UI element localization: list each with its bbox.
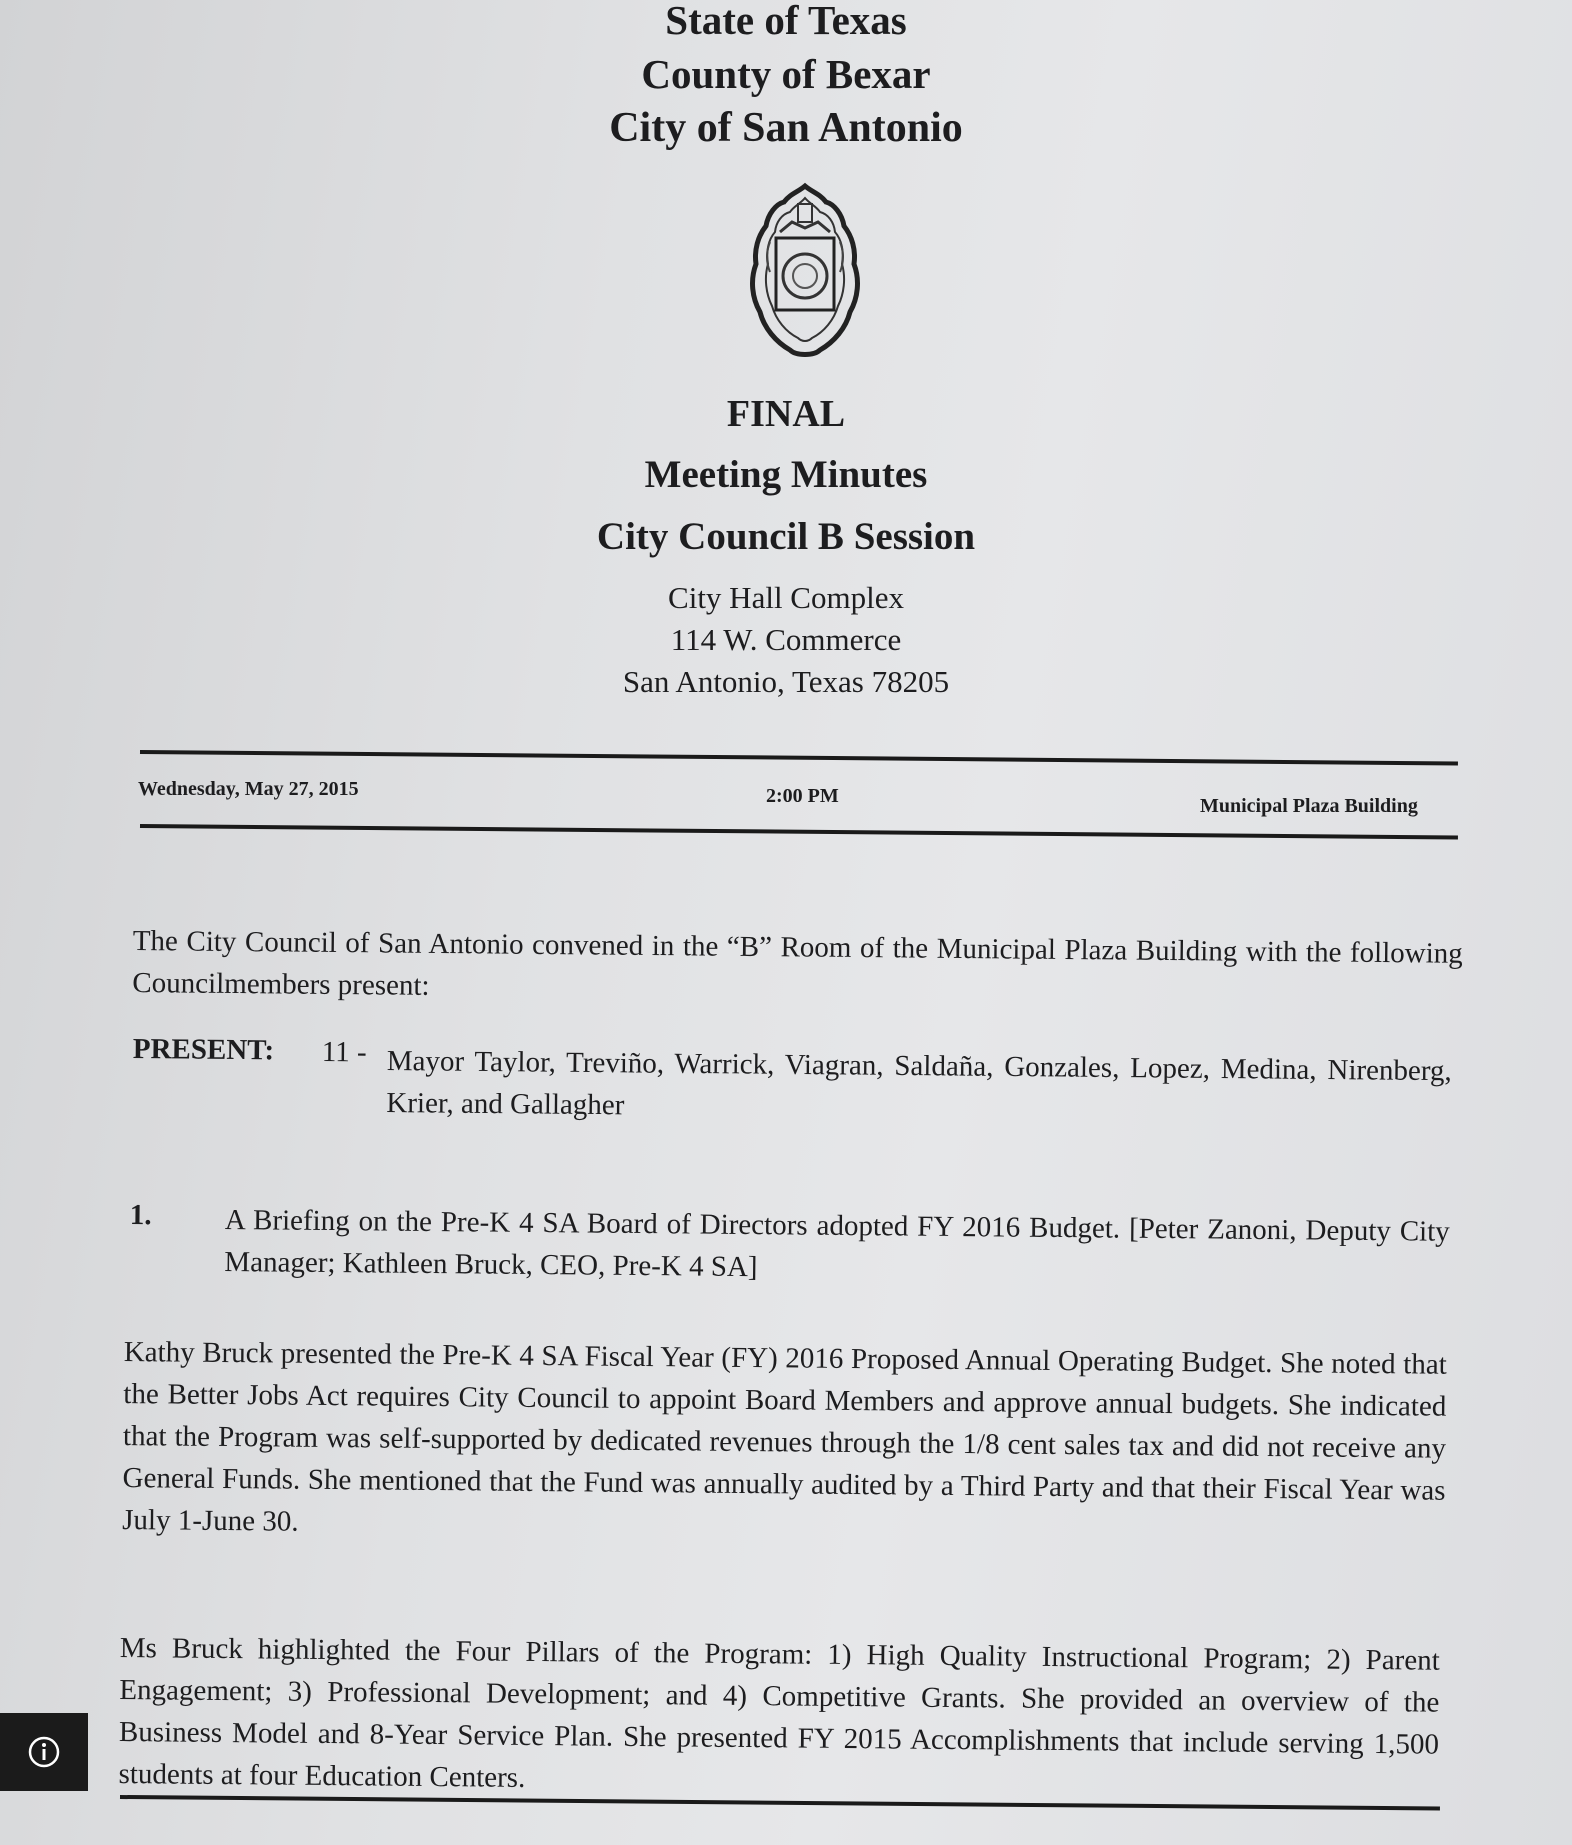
info-button[interactable] <box>0 1713 88 1791</box>
meeting-time: 2:00 PM <box>766 785 839 807</box>
address-line-3: San Antonio, Texas 78205 <box>622 664 950 699</box>
meeting-date: Wednesday, May 27, 2015 <box>138 778 359 800</box>
agenda-item-text: A Briefing on the Pre-K 4 SA Board of Directors adopted FY 2016 Budget. [Peter Zanoni, Deputy City Manager; Kathleen Bruck, CEO, Pre-K 4 SA] <box>224 1203 1450 1284</box>
header-city: City of San Antonio <box>609 105 963 151</box>
header-county: County of Bexar <box>641 51 931 97</box>
intro-paragraph: The City Council of San Antonio convened in the “B” Room of the Municipal Plaza Building with the following Councilmembers present: <box>132 924 1463 1002</box>
header-state: State of Texas <box>665 0 907 43</box>
present-members: Mayor Taylor, Treviño, Warrick, Viagran, Saldaña, Gonzales, Lopez, Medina, Nirenberg, Krier, and Gallagher <box>386 1044 1452 1122</box>
city-seal-icon <box>740 182 870 360</box>
info-icon <box>27 1735 61 1769</box>
present-label: PRESENT: <box>132 1033 275 1067</box>
meeting-location: Municipal Plaza Building <box>1200 795 1418 817</box>
address-line-2: 114 W. Commerce <box>670 622 902 657</box>
document-status: FINAL <box>726 393 846 435</box>
document-type: Meeting Minutes <box>644 453 928 496</box>
present-count: 11 - <box>321 1036 367 1069</box>
divider-bottom <box>140 824 1458 840</box>
divider-top <box>140 750 1458 766</box>
session-title: City Council B Session <box>596 515 976 558</box>
body-paragraph-1: Kathy Bruck presented the Pre-K 4 SA Fiscal Year (FY) 2016 Proposed Annual Operating Budget. She noted that the Better Jobs Act requires City Council to appoint Board Members and approve annual budgets. She indicated that the Program was self-supported by dedicated revenues through the 1/8 cent sales tax and did not receive any General Funds. She mentioned that the Fund was annually audited by a Third Party and that their Fiscal Year was July 1-June 30. <box>122 1335 1447 1538</box>
agenda-item-number: 1. <box>129 1199 152 1232</box>
address-line-1: City Hall Complex <box>668 580 904 615</box>
body-paragraph-2: Ms Bruck highlighted the Four Pillars of the Program: 1) High Quality Instructional Program; 2) Parent Engagement; 3) Professional Development; and 4) Competitive Grants. She provided an overview of the Business Model and 8-Year Service Plan. She presented FY 2015 Accomplishments that include serving 1,500 students at four Education Centers. <box>118 1631 1440 1794</box>
